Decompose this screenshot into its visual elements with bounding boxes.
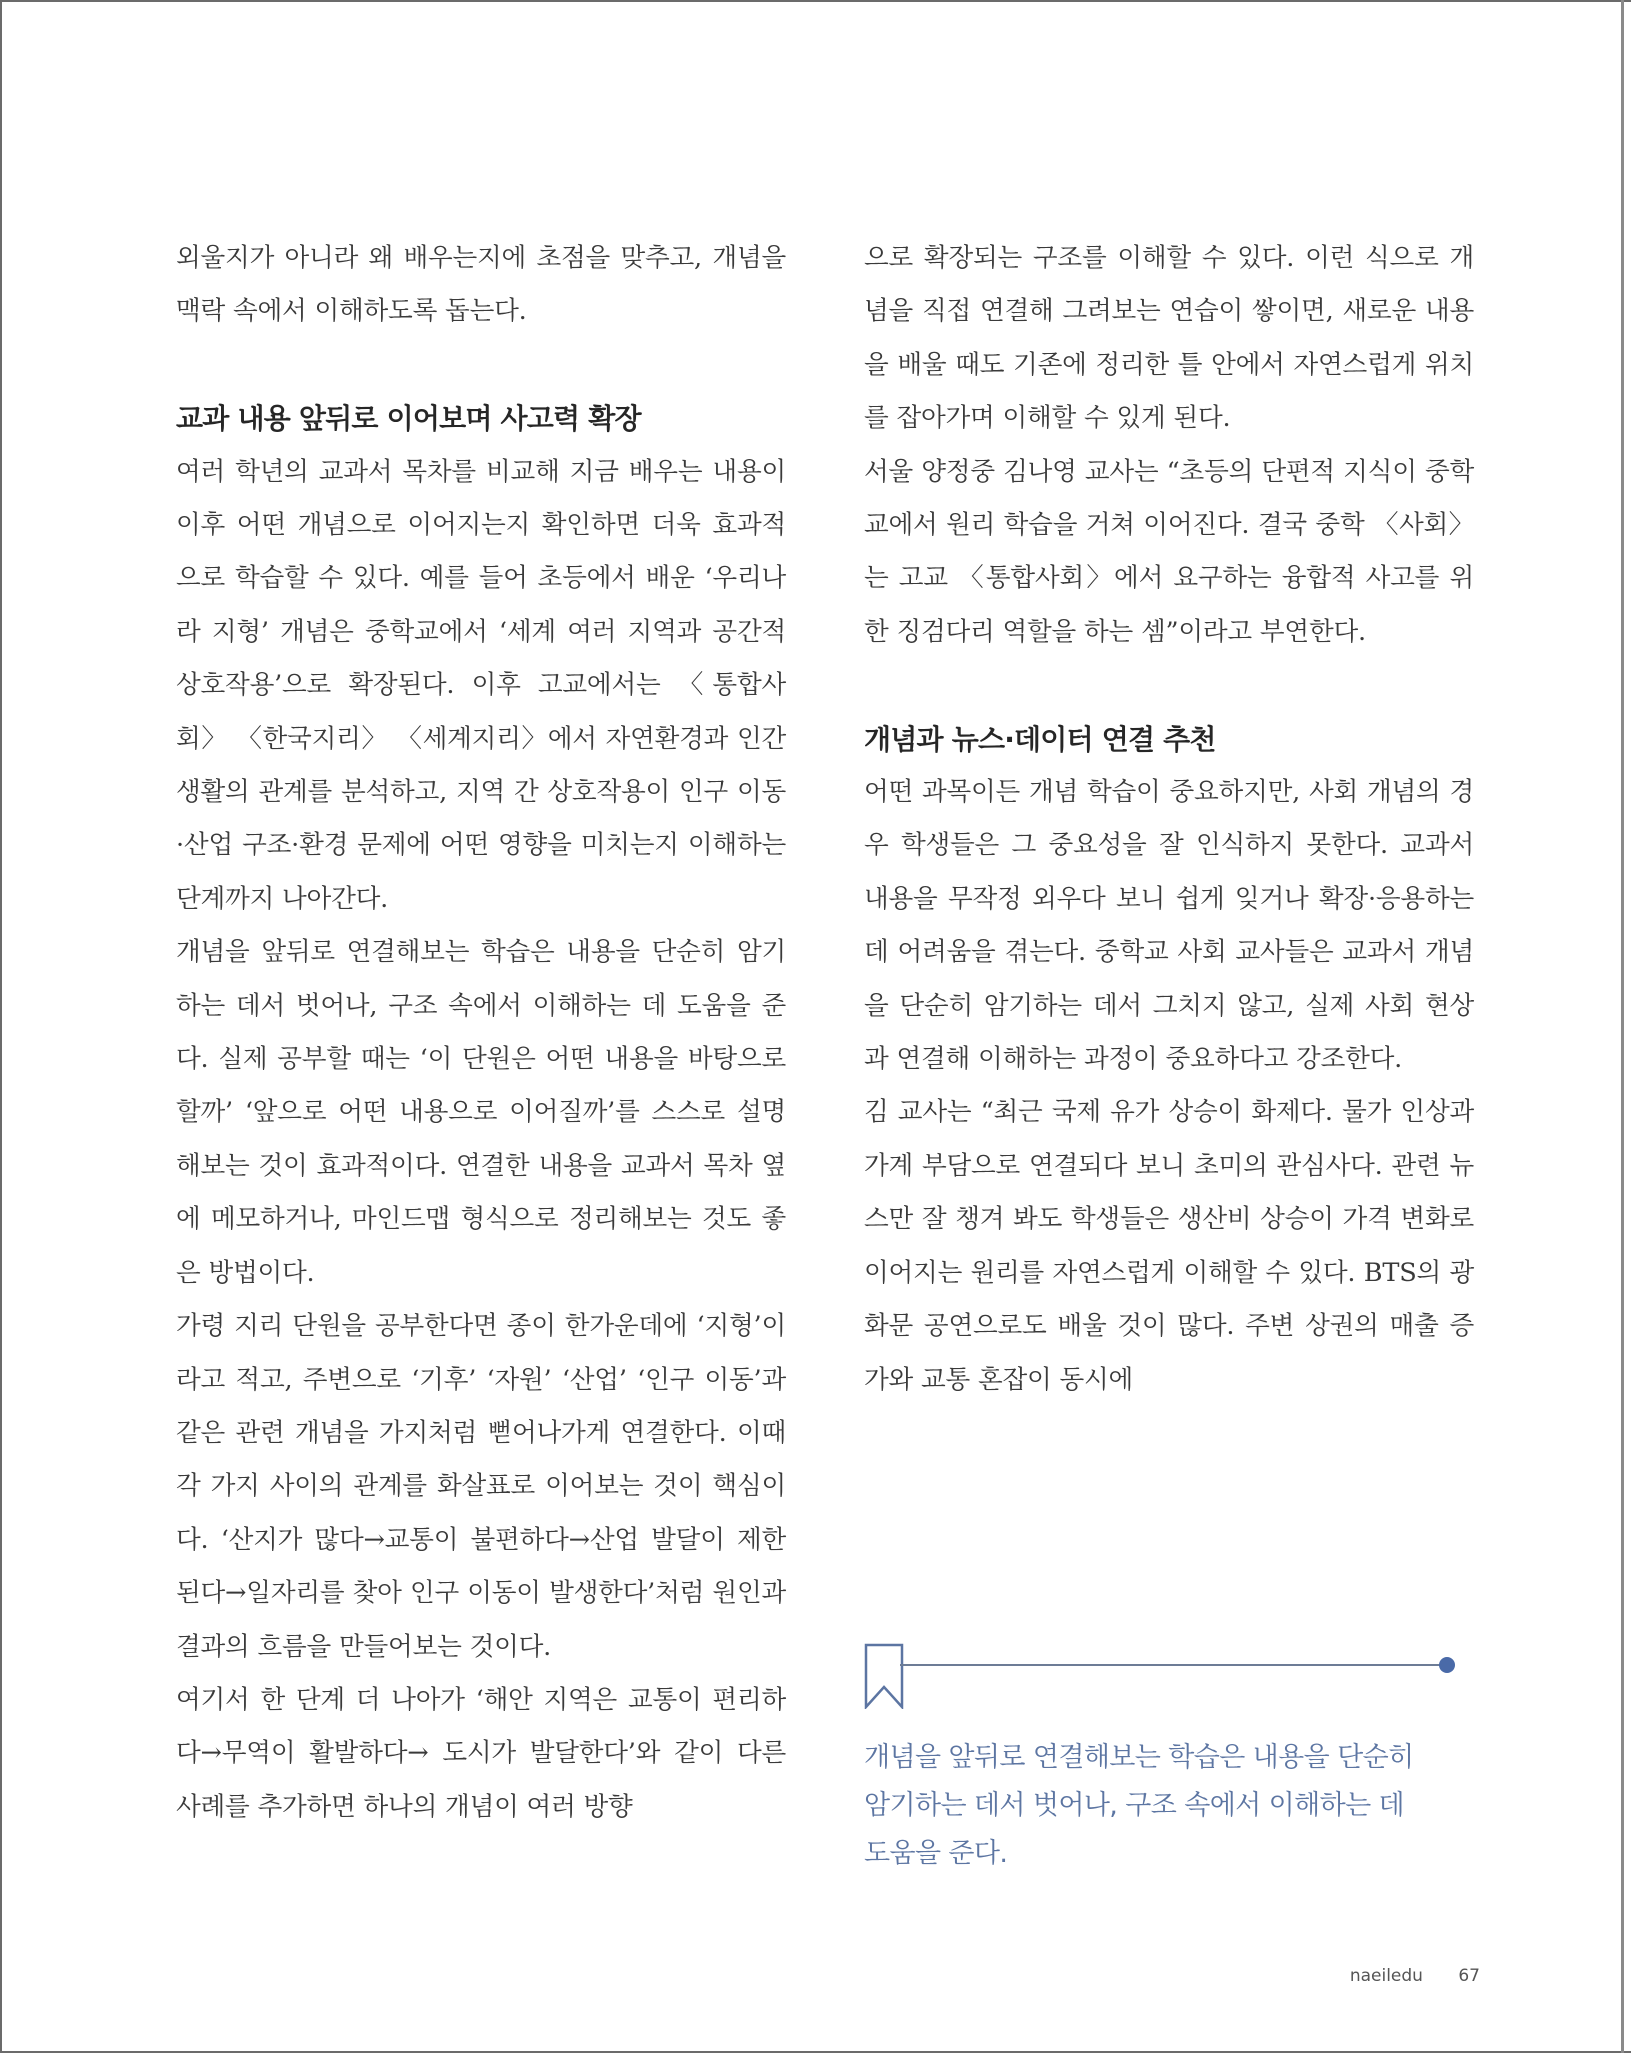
paragraph: 외울지가 아니라 왜 배우는지에 초점을 맞추고, 개념을 맥락 속에서 이해하도록 돕는다. (176, 243, 786, 327)
paragraph: 김 교사는 “최근 국제 유가 상승이 화제다. 물가 인상과 가계 부담으로 연결되다 보니 초미의 관심사다. 관련 뉴스만 잘 챙겨 봐도 학생들은 생산비 상승이 가격 변화로 이어지는 원리를 자연스럽게 이해할 수 있다. BTS의 광화문 공연으로도 배울 것이 많다. 주변 상권의 매출 증가와 교통 혼잡이 동시에 (864, 1097, 1474, 1395)
pull-quote (864, 1734, 1474, 1878)
right-column (864, 232, 1474, 1407)
spacer (864, 659, 1474, 712)
left-column (176, 232, 786, 1834)
paragraph: 가령 지리 단원을 공부한다면 종이 한가운데에 ‘지형’이라고 적고, 주변으로 ‘기후’ ‘자원’ ‘산업’ ‘인구 이동’과 같은 관련 개념을 가지처럼 뻗어나가게 연결한다. 이때 각 가지 사이의 관계를 화살표로 이어보는 것이 핵심이다. ‘산지가 많다→교통이 불편하다→산업 발달이 제한된다→일자리를 찾아 인구 이동이 발생한다’처럼 원인과 결과의 흐름을 만들어보는 것이다. (176, 1311, 786, 1662)
pull-quote-line: 개념을 앞뒤로 연결해보는 학습은 내용을 단순히 (864, 1742, 1414, 1773)
paragraph: 개념을 앞뒤로 연결해보는 학습은 내용을 단순히 암기하는 데서 벗어나, 구조 속에서 이해하는 데 도움을 준다. 실제 공부할 때는 ‘이 단원은 어떤 내용을 바탕으로 할까’ ‘앞으로 어떤 내용으로 이어질까’를 스스로 설명해보는 것이 효과적이다. 연결한 내용을 교과서 목차 옆에 메모하거나, 마인드맵 형식으로 정리해보는 것도 좋은 방법이다. (176, 937, 786, 1288)
footer-brand: naeiledu (1349, 1966, 1423, 1986)
section-heading: 교과 내용 앞뒤로 이어보며 사고력 확장 (176, 402, 641, 436)
paragraph: 여기서 한 단계 더 나아가 ‘해안 지역은 교통이 편리하다→무역이 활발하다→ 도시가 발달한다’와 같이 다른 사례를 추가하면 하나의 개념이 여러 방향 (176, 1684, 786, 1822)
pull-quote-line: 도움을 준다. (864, 1838, 1008, 1869)
divider-dot (1439, 1657, 1455, 1673)
page-border-top (0, 0, 1631, 2)
spacer (176, 339, 786, 392)
page-border-right (1621, 0, 1624, 2053)
pull-quote-divider (864, 1643, 1474, 1715)
paragraph: 여러 학년의 교과서 목차를 비교해 지금 배우는 내용이 이후 어떤 개념으로 이어지는지 확인하면 더욱 효과적으로 학습할 수 있다. 예를 들어 초등에서 배운 ‘우리나라 지형’ 개념은 중학교에서 ‘세계 여러 지역과 공간적 상호작용’으로 확장된다. 이후 고교에서는 〈통합사회〉 〈한국지리〉 〈세계지리〉에서 자연환경과 인간 생활의 관계를 분석하고, 지역 간 상호작용이 인구 이동·산업 구조·환경 문제에 어떤 영향을 미치는지 이해하는 단계까지 나아간다. (176, 456, 786, 914)
pull-quote-line: 암기하는 데서 벗어나, 구조 속에서 이해하는 데 (864, 1790, 1405, 1821)
paragraph: 어떤 과목이든 개념 학습이 중요하지만, 사회 개념의 경우 학생들은 그 중요성을 잘 인식하지 못한다. 교과서 내용을 무작정 외우다 보니 쉽게 잊거나 확장·응용하는 데 어려움을 겪는다. 중학교 사회 교사들은 교과서 개념을 단순히 암기하는 데서 그치지 않고, 실제 사회 현상과 연결해 이해하는 과정이 중요하다고 강조한다. (864, 777, 1474, 1075)
paragraph: 서울 양정중 김나영 교사는 “초등의 단편적 지식이 중학교에서 원리 학습을 거쳐 이어진다. 결국 중학 〈사회〉는 고교 〈통합사회〉에서 요구하는 융합적 사고를 위한 징검다리 역할을 하는 셈”이라고 부연한다. (864, 456, 1474, 647)
bookmark-icon (864, 1643, 904, 1709)
page-number: 67 (1458, 1966, 1480, 1986)
section-heading: 개념과 뉴스·데이터 연결 추천 (864, 722, 1216, 756)
page-border-left (0, 0, 2, 2053)
paragraph: 으로 확장되는 구조를 이해할 수 있다. 이런 식으로 개념을 직접 연결해 그려보는 연습이 쌓이면, 새로운 내용을 배울 때도 기존에 정리한 틀 안에서 자연스럽게 위치를 잡아가며 이해할 수 있게 된다. (864, 243, 1474, 434)
page-footer (1300, 1966, 1480, 1986)
divider-line (900, 1664, 1446, 1666)
